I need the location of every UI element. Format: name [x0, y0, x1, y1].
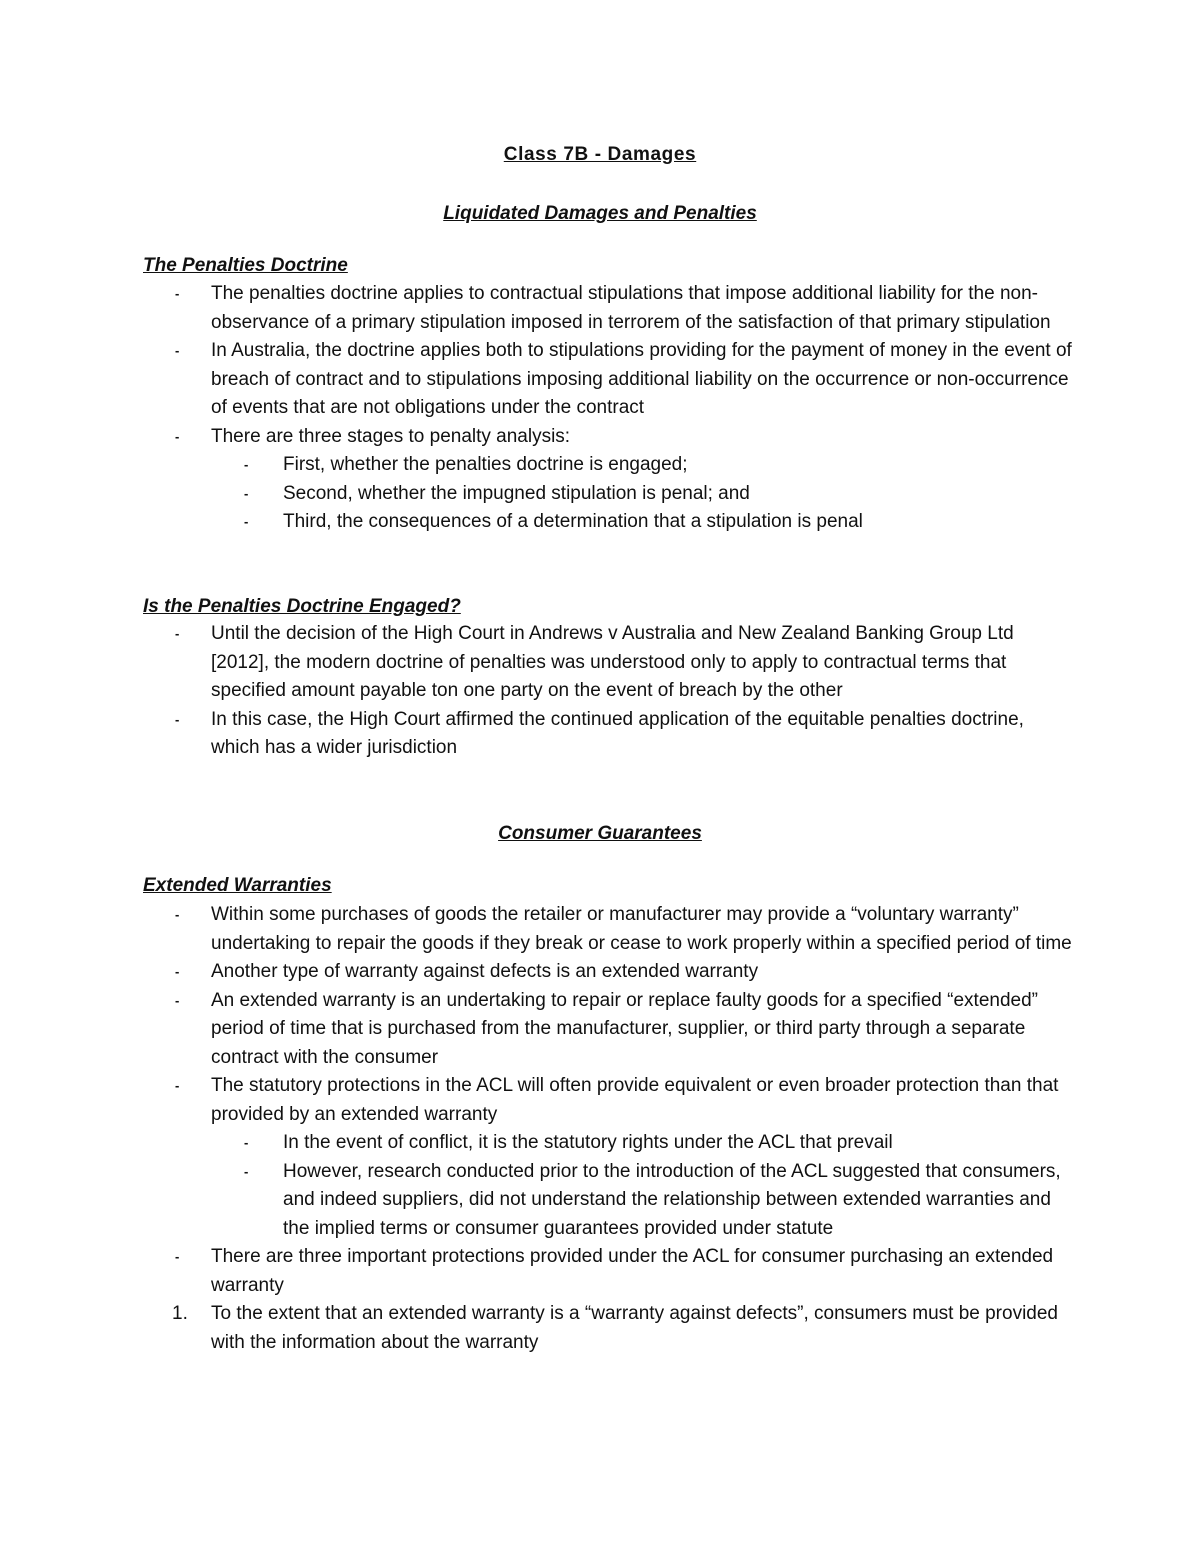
list-item-text: Another type of warranty against defects is an extended warranty [211, 961, 759, 982]
numbered-item-text: To the extent that an extended warranty is a “warranty against defects”, consumers must be provided with the information about the warranty [211, 1303, 1058, 1353]
bullet-dash: - [175, 964, 180, 979]
list-item-text: The penalties doctrine applies to contractual stipulations that impose additional liability for the non-observance of a primary stipulation imposed in terrorem of the satisfaction of that primary stipulation [211, 283, 1051, 333]
list-item-text: In Australia, the doctrine applies both to stipulations providing for the payment of money in the event of breach of contract and to stipulations imposing additional liability on the occurrence or non-occurrence of events that are not obligations under the contract [211, 340, 1072, 418]
sublist-item-text: Third, the consequences of a determination that a stipulation is penal [283, 511, 863, 532]
list-item-text: Within some purchases of goods the retailer or manufacturer may provide a “voluntary warranty” undertaking to repair the goods if they break or cease to work properly within a specified period of time [211, 904, 1072, 954]
list-item-text: Until the decision of the High Court in Andrews v Australia and New Zealand Banking Group Ltd [2012], the modern doctrine of penalties was understood only to apply to contractual terms that specified amount payable ton one party on the event of breach by the other [211, 623, 1014, 701]
sublist-item-text: In the event of conflict, it is the statutory rights under the ACL that prevail [283, 1132, 893, 1153]
bullet-dash: - [244, 457, 249, 472]
sublist-item [211, 451, 1073, 480]
sublist-item-text: First, whether the penalties doctrine is engaged; [283, 454, 688, 475]
list-item-text: In this case, the High Court affirmed the continued application of the equitable penalties doctrine, which has a wider jurisdiction [211, 708, 1024, 758]
list-item [143, 958, 1073, 987]
acl-conflict-sublist [244, 1129, 1073, 1243]
sublist-item [211, 480, 1073, 509]
bullet-dash: - [175, 626, 180, 641]
list-item-text: There are three important protections provided under the ACL for consumer purchasing an extended warranty [211, 1246, 1054, 1296]
bullet-dash: - [175, 428, 180, 444]
bullet-dash: - [244, 514, 249, 529]
sublist-item [211, 508, 1073, 537]
list-item [143, 423, 1073, 537]
penalty-stages-sublist [244, 451, 1073, 537]
penalties-doctrine-list [143, 280, 1073, 537]
bullet-dash: - [175, 992, 180, 1008]
list-item [143, 280, 1073, 337]
sublist-item [211, 1158, 1073, 1244]
sublist-item-text: However, research conducted prior to the introduction of the ACL suggested that consumers, and indeed suppliers, did not understand the relationship between extended warranties and the implied terms or consumer guarantees provided under statute [283, 1160, 1061, 1239]
bullet-dash: - [244, 1163, 249, 1179]
subheading-doctrine-engaged: Is the Penalties Doctrine Engaged? [143, 596, 461, 617]
bullet-dash: - [244, 485, 249, 501]
bullet-dash: - [175, 286, 180, 301]
sublist-item [211, 1129, 1073, 1158]
document-title: Class 7B - Damages [503, 144, 697, 165]
list-item [143, 337, 1073, 423]
bullet-dash: - [175, 711, 180, 727]
bullet-dash: - [175, 1078, 180, 1093]
section-heading-consumer-guarantees: Consumer Guarantees [498, 823, 702, 844]
list-item [143, 1072, 1073, 1243]
section-heading-liquidated-damages: Liquidated Damages and Penalties [443, 203, 757, 224]
bullet-dash: - [244, 1135, 249, 1150]
bullet-dash: - [175, 907, 180, 922]
list-item [143, 620, 1073, 706]
acl-protections-numbered-list [172, 1300, 1073, 1357]
item-number: 1. [172, 1303, 188, 1324]
bullet-dash: - [175, 1249, 180, 1264]
subheading-extended-warranties: Extended Warranties [143, 875, 332, 896]
list-item-text: An extended warranty is an undertaking to repair or replace faulty goods for a specified “extended” period of time that is purchased from the manufacturer, supplier, or third party through a separate contract with the consumer [211, 989, 1038, 1068]
doctrine-engaged-list [143, 620, 1073, 763]
list-item [143, 706, 1073, 763]
list-item [143, 901, 1073, 958]
subheading-penalties-doctrine: The Penalties Doctrine [143, 255, 348, 276]
extended-warranties-list [143, 901, 1073, 1357]
list-item-text: The statutory protections in the ACL will often provide equivalent or even broader protection than that provided by an extended warranty [211, 1075, 1059, 1125]
numbered-item [139, 1300, 1073, 1357]
list-item [143, 987, 1073, 1073]
list-item-text: There are three stages to penalty analysis: [211, 425, 571, 447]
bullet-dash: - [175, 343, 180, 358]
list-item [143, 1243, 1073, 1357]
sublist-item-text: Second, whether the impugned stipulation is penal; and [283, 482, 750, 504]
